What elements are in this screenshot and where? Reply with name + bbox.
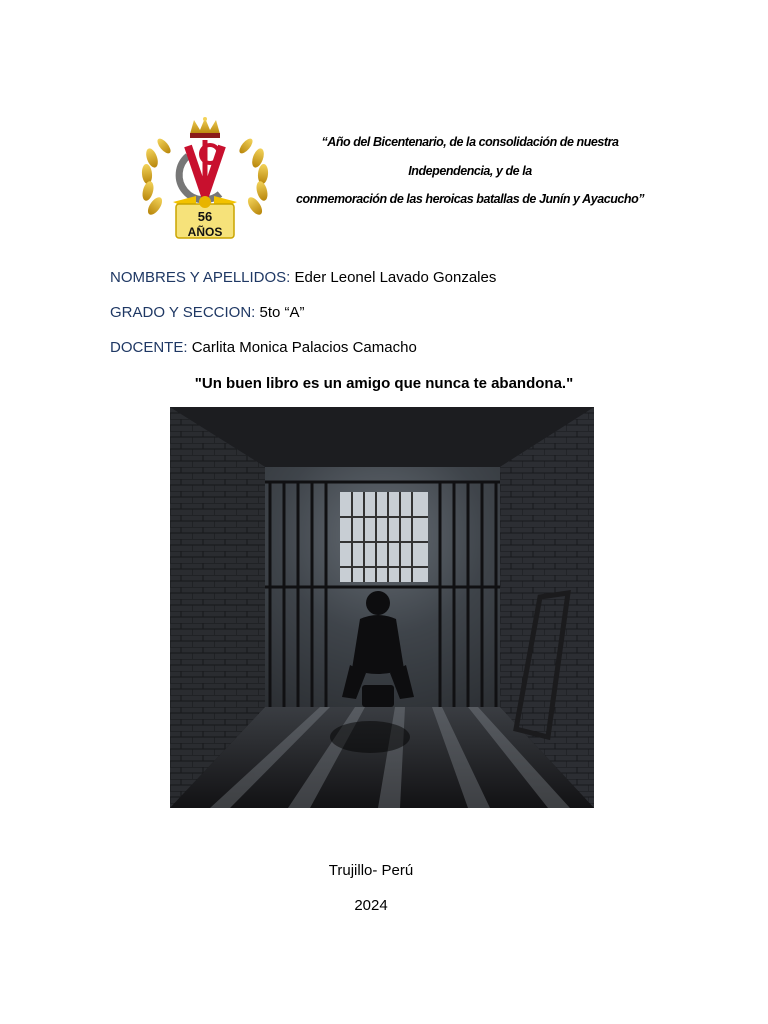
year-motto	[280, 128, 660, 214]
logo-years-label: AÑOS	[187, 225, 223, 239]
teacher-value: Carlita Monica Palacios Camacho	[191, 339, 417, 356]
prison-cell-photo	[170, 407, 594, 808]
motto-line: Independencia, y de la	[408, 163, 532, 178]
student-name-field	[110, 269, 496, 286]
year: 2024	[354, 897, 388, 914]
grade-section-label: GRADO Y SECCION:	[110, 304, 256, 321]
grade-section-field	[110, 304, 305, 321]
teacher-field	[110, 339, 417, 356]
emblem-icon	[179, 140, 222, 200]
book-quote: "Un buen libro es un amigo que nunca te abandona."	[194, 375, 574, 392]
grade-section-value: 5to “A”	[259, 304, 305, 321]
crown-icon	[190, 117, 220, 138]
city-country: Trujillo- Perú	[328, 862, 414, 879]
school-logo	[138, 116, 272, 242]
motto-line: “Año del Bicentenario, de la consolidación de nuestra	[321, 135, 619, 149]
student-name-label: NOMBRES Y APELLIDOS:	[110, 269, 291, 286]
student-name-value: Eder Leonel Lavado Gonzales	[294, 269, 497, 286]
motto-line: conmemoración de las heroicas batallas de Junín y Ayacucho”	[295, 192, 645, 206]
teacher-label: DOCENTE:	[110, 339, 188, 356]
logo-years-number: 56	[197, 209, 213, 224]
